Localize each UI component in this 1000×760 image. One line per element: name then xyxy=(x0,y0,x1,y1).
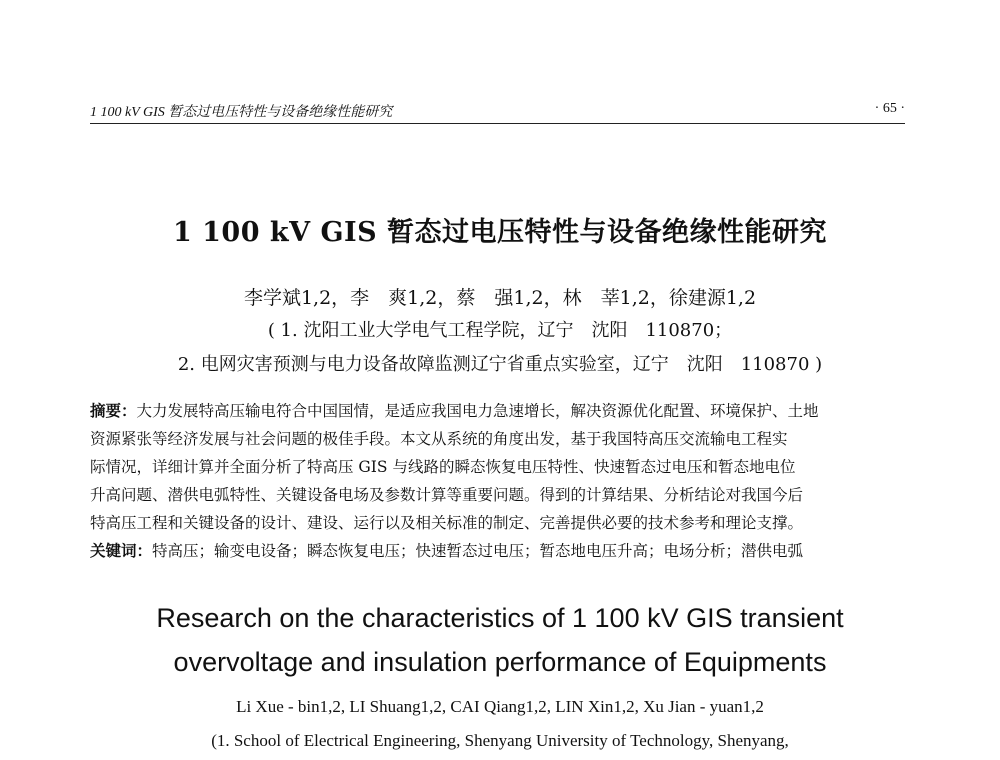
affiliation-en: (1. School of Electrical Engineering, Shenyang University of Technology, Shenyang, xyxy=(211,731,789,750)
page-number: · 65 · xyxy=(874,101,905,116)
keywords-line xyxy=(90,537,905,565)
authors-en: Li Xue - bin1,2, LI Shuang1,2, CAI Qiang1,2, LIN Xin1,2, Xu Jian - yuan1,2 xyxy=(236,697,764,716)
abstract-line xyxy=(90,397,905,425)
paper-title-cn: 1 100 kV GIS 暂态过电压特性与设备绝缘性能研究 xyxy=(172,217,828,248)
abstract-line: 升高问题、潜供电弧特性、关键设备电场及参数计算等重要问题。得到的计算结果、分析结论对我国今后 xyxy=(90,486,804,504)
keywords-label: 关键词： xyxy=(90,541,153,560)
keywords-text: 特高压；输变电设备；瞬态恢复电压；快速暂态过电压；暂态地电压升高；电场分析；潜供电弧 xyxy=(152,542,804,560)
abstract-line: 特高压工程和关键设备的设计、建设、运行以及相关标准的制定、完善提供必要的技术参考和理论支撑。 xyxy=(90,514,804,532)
authors-cn: 李学斌1,2，李 爽1,2，蔡 强1,2，林 莘1,2，徐建源1,2 xyxy=(243,287,757,309)
paper-title-en-line-1: Research on the characteristics of 1 100 kV GIS transient xyxy=(156,603,844,633)
paper-title-en xyxy=(0,596,1000,684)
abstract-label: 摘要： xyxy=(90,401,137,420)
abstract-line: 际情况，详细计算并全面分析了特高压 GIS 与线路的瞬态恢复电压特性、快速暂态过电压和暂态地电位 xyxy=(90,458,796,476)
paper-title-en-line-2: overvoltage and insulation performance of Equipments xyxy=(173,647,827,677)
affiliation-cn-2: 2. 电网灾害预测与电力设备故障监测辽宁省重点实验室，辽宁 沈阳 110870 ) xyxy=(177,354,823,375)
abstract-line: 资源紧张等经济发展与社会问题的极佳手段。本文从系统的角度出发，基于我国特高压交流输电工程实 xyxy=(90,430,788,448)
abstract-text: 大力发展特高压输电符合中国国情，是适应我国电力急速增长，解决资源优化配置、环境保护、土地 xyxy=(136,402,819,420)
running-header xyxy=(90,99,905,124)
affiliation-cn-1: ( 1. 沈阳工业大学电气工程学院，辽宁 沈阳 110870； xyxy=(267,320,733,341)
running-header-title: 1 100 kV GIS 暂态过电压特性与设备绝缘性能研究 xyxy=(90,105,393,120)
abstract-block xyxy=(90,397,905,565)
